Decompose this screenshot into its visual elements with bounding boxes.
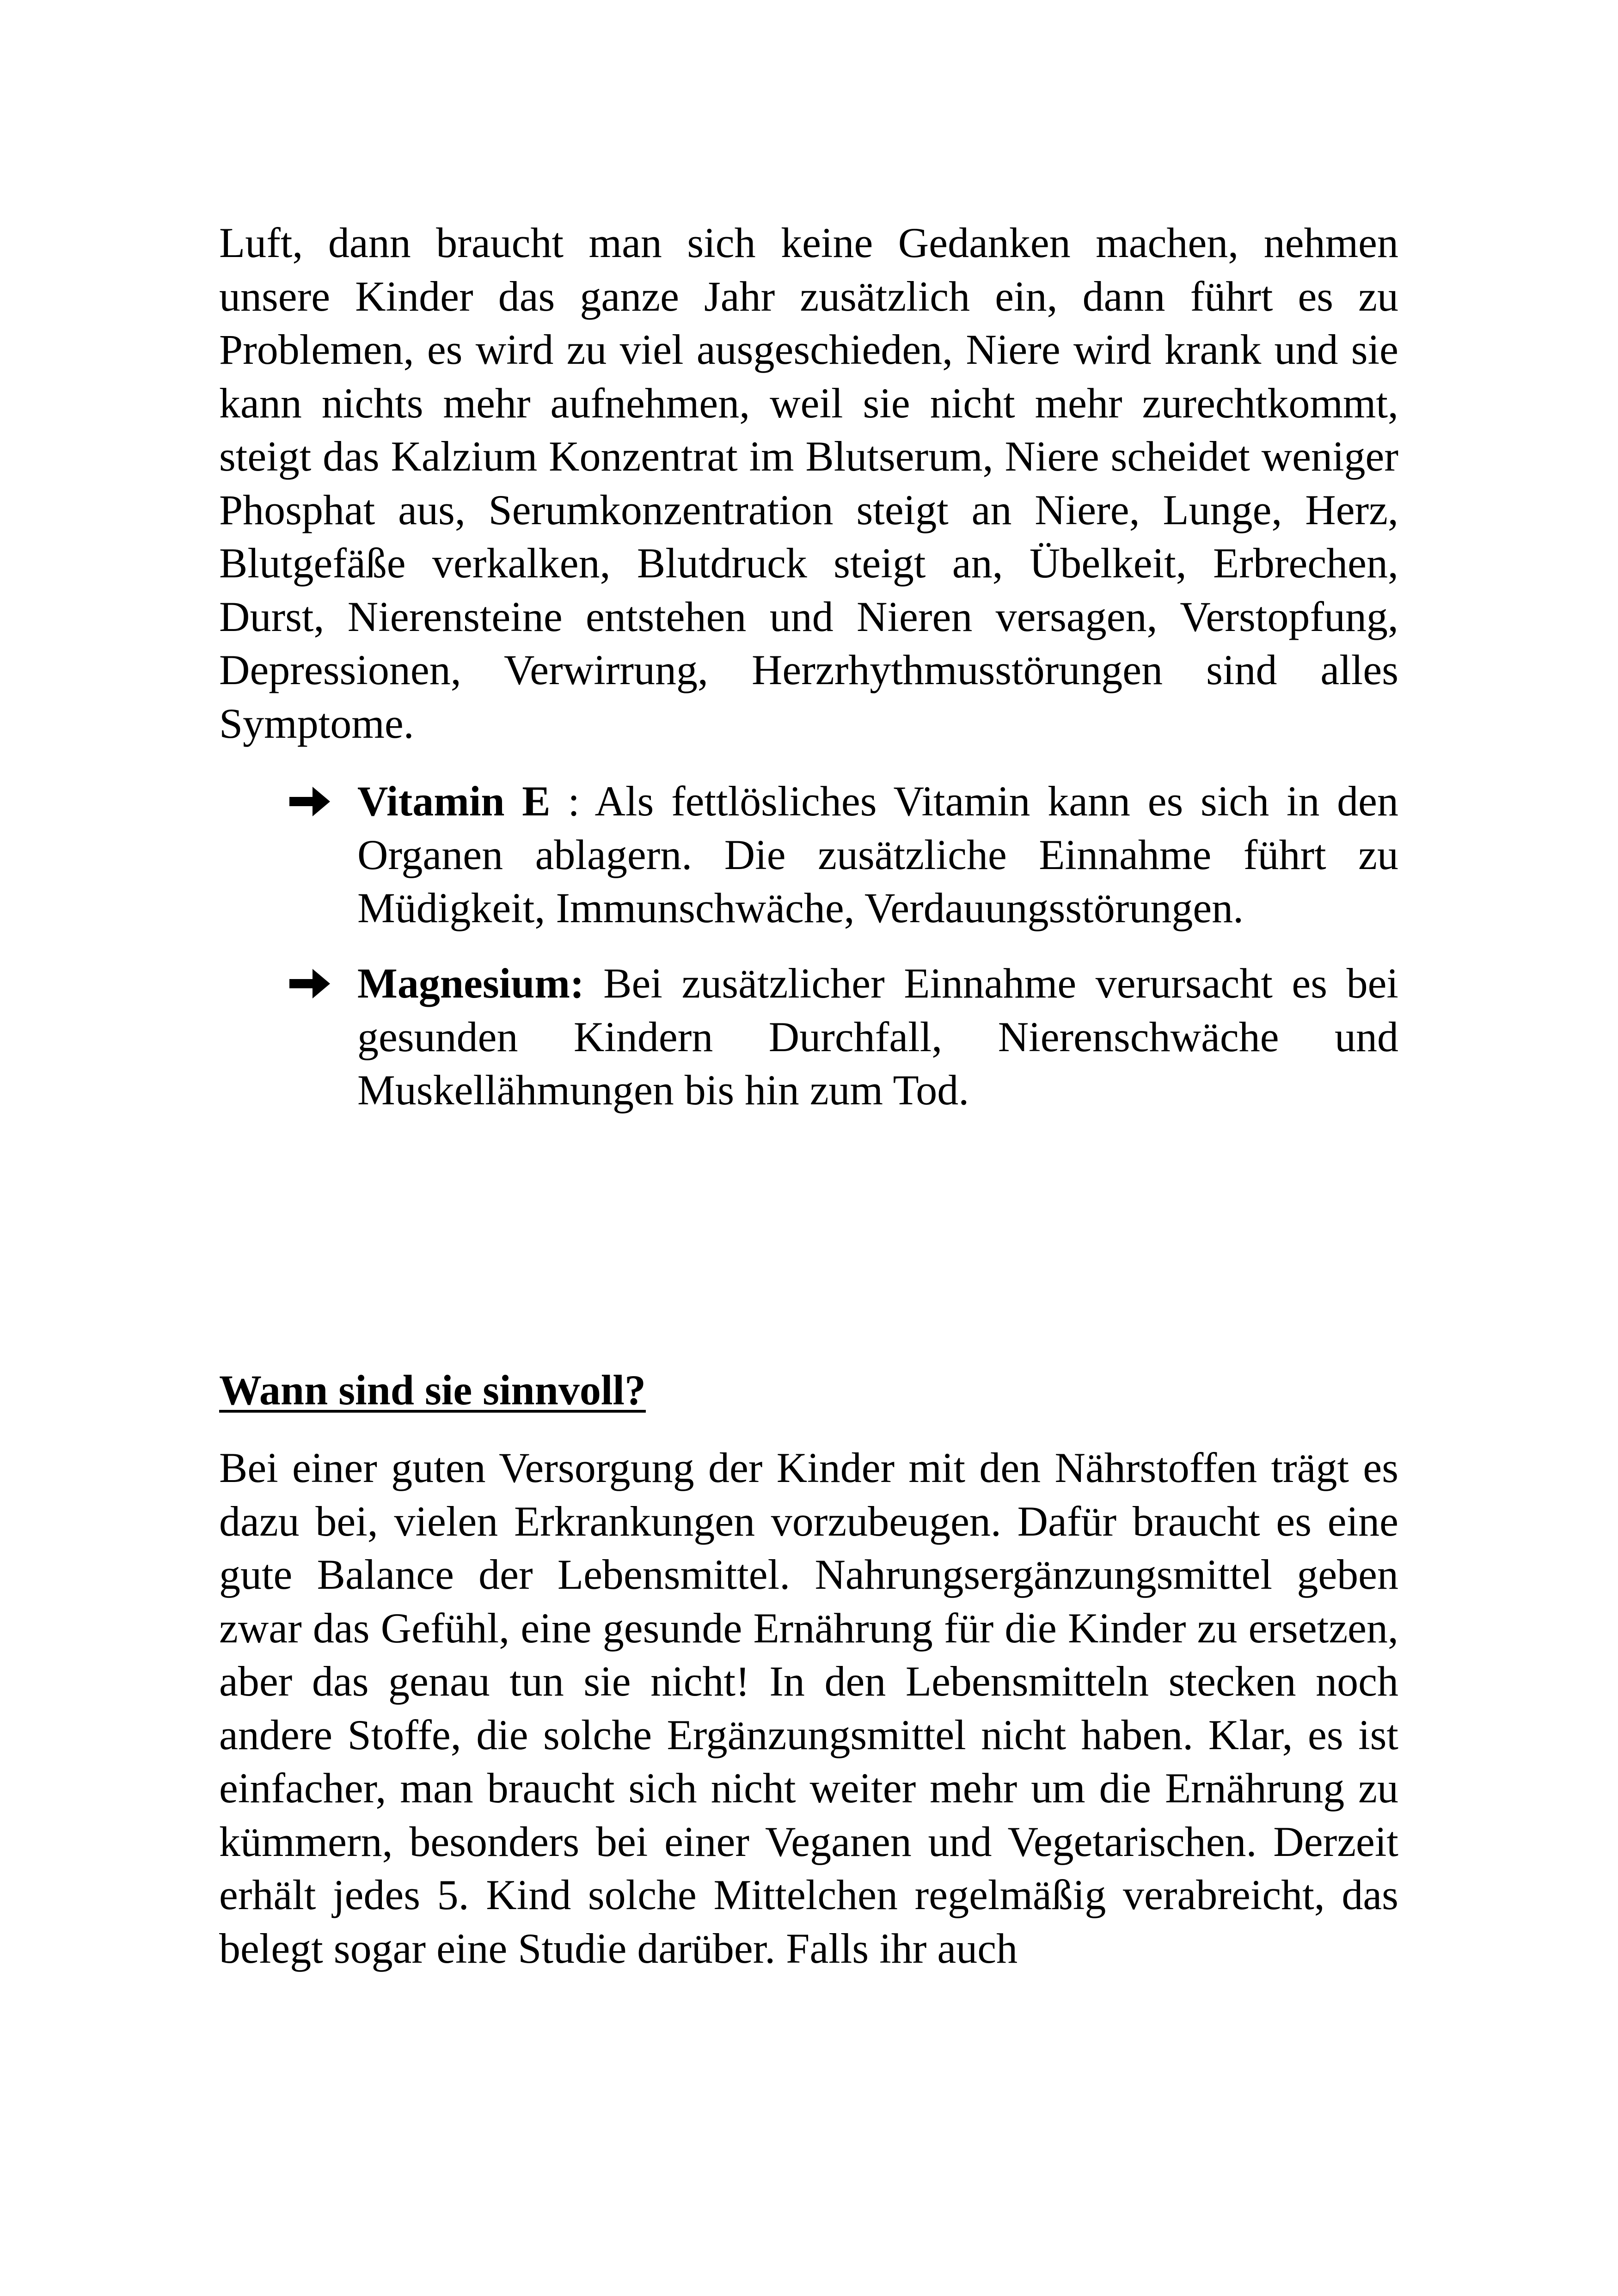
body-paragraph-top: Luft, dann braucht man sich keine Gedanken machen, nehmen unsere Kinder das ganze Jahr zusätzlich ein, dann führt es zu Problemen, es wird zu viel ausgeschieden, Niere wird krank und sie kann nichts mehr aufnehmen, weil sie nicht mehr zurechtkommt, steigt das Kalzium Konzentrat im Blutserum, Niere scheidet weniger Phosphat aus, Serumkonzentration steigt an Niere, Lunge, Herz, Blutgefäße verkalken, Blutdruck steigt an, Übelkeit, Erbrechen, Durst, Nierensteine entstehen und Nieren versagen, Verstopfung, Depressionen, Verwirrung, Herzrhythmusstörungen sind alles Symptome.: [219, 219, 1398, 747]
bullet-term: Vitamin E: [357, 778, 551, 825]
bullet-text: [357, 957, 1398, 1117]
bullet-text: [357, 775, 1398, 935]
right-arrow-icon: [289, 957, 340, 1010]
section-heading: Wann sind sie sinnvoll?: [219, 1366, 646, 1414]
body-paragraph-bottom: Bei einer guten Versorgung der Kinder mit den Nährstoffen trägt es dazu bei, vielen Erkrankungen vorzubeugen. Dafür braucht es eine gute Balance der Lebensmittel. Nahrungsergänzungsmittel geben zwar das Gefühl, eine gesunde Ernährung für die Kinder zu ersetzen, aber das genau tun sie nicht! In den Lebensmitteln stecken noch andere Stoffe, die solche Ergänzungsmittel nicht haben. Klar, es ist einfacher, man braucht sich nicht weiter mehr um die Ernährung zu kümmern, besonders bei einer Veganen und Vegetarischen. Derzeit erhält jedes 5. Kind solche Mittelchen regelmäßig verabreicht, das belegt sogar eine Studie darüber. Falls ihr auch: [219, 1444, 1398, 1972]
bullet-description: Bei zusätzlicher Einnahme verursacht es bei gesunden Kindern Durchfall, Nierenschwäche und Muskellähmungen bis hin zum Tod.: [357, 960, 1398, 1114]
right-arrow-icon: [289, 775, 340, 828]
bullet-description: : Als fettlösliches Vitamin kann es sich in den Organen ablagern. Die zusätzliche Einnahme führt zu Müdigkeit, Immunschwäche, Verdauungsstörungen.: [357, 778, 1398, 931]
bullet-term: Magnesium:: [357, 960, 584, 1007]
